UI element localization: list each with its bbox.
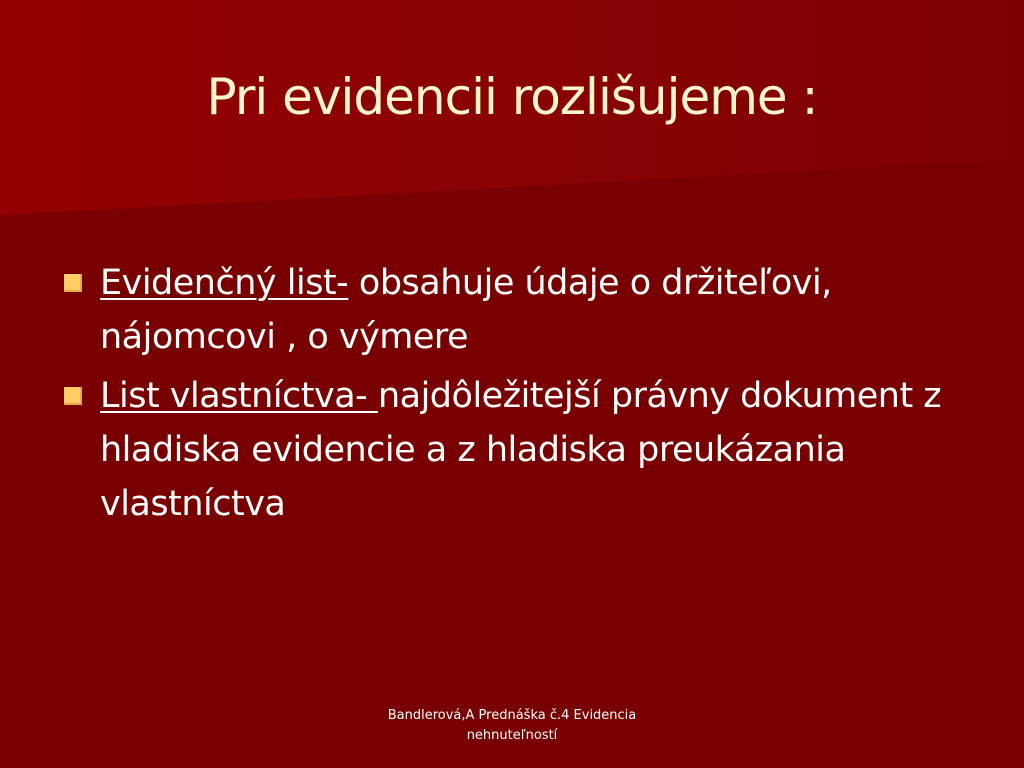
square-bullet-icon bbox=[64, 387, 82, 405]
bullet-term: Evidenčný list- bbox=[100, 263, 349, 303]
bullet-term: List vlastníctva- bbox=[100, 376, 378, 416]
footer-line: nehnuteľností bbox=[466, 728, 558, 743]
slide-title: Pri evidencii rozlišujeme : bbox=[206, 68, 818, 126]
footer-line: Bandlerová,A Prednáška č.4 Evidencia bbox=[387, 708, 637, 723]
slide-footer bbox=[352, 706, 672, 746]
bullet-list bbox=[62, 256, 962, 536]
bullet-text: obsahuje údaje o držiteľovi, nájomcovi , o výmere bbox=[100, 263, 832, 357]
bullet-text: najdôležitejší právny dokument z hladiska evidencie a z hladiska preukázania vlastníctva bbox=[100, 376, 942, 524]
bullet-item bbox=[62, 369, 962, 531]
square-bullet-icon bbox=[64, 274, 82, 292]
bullet-item bbox=[62, 256, 962, 364]
